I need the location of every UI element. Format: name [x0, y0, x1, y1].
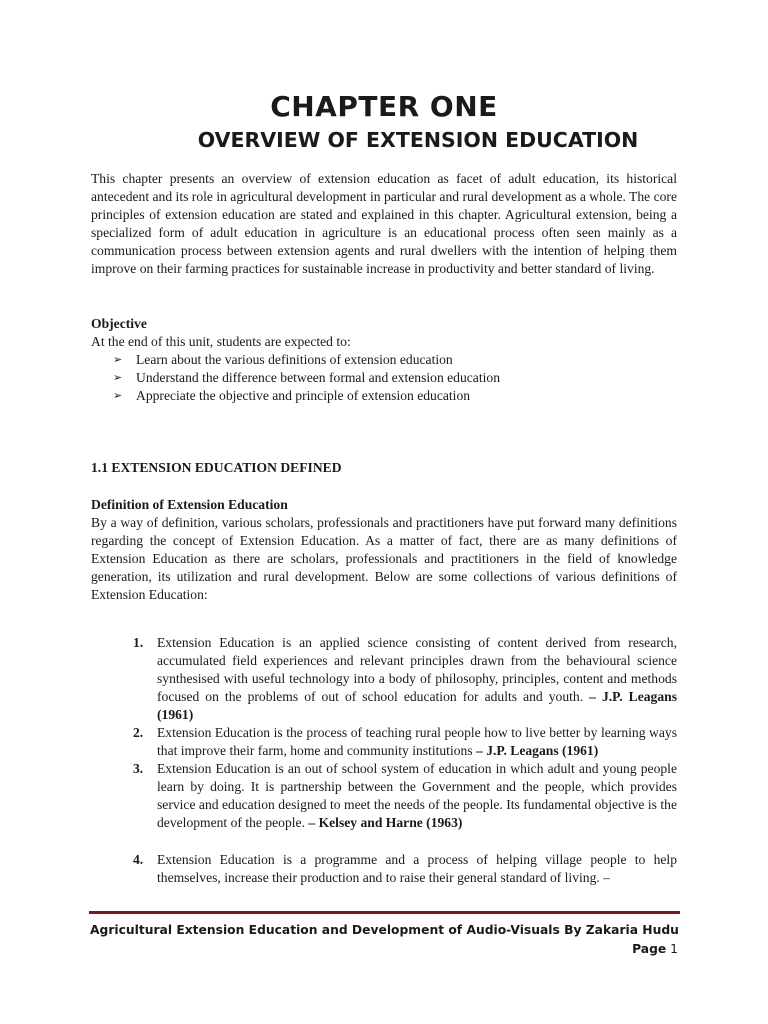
section-heading: 1.1 EXTENSION EDUCATION DEFINED	[91, 460, 342, 475]
definition-citation: – J.P. Leagans (1961)	[157, 689, 677, 722]
definition-number: 4.	[133, 852, 144, 867]
page-label: Page	[632, 942, 667, 956]
definition-item	[91, 724, 677, 760]
arrow-bullet-icon: ➢	[113, 389, 123, 402]
definition-citation: – Kelsey and Harne (1963)	[308, 815, 463, 830]
definition-item	[91, 851, 677, 887]
definition-subheading: Definition of Extension Education	[91, 497, 288, 512]
chapter-subtitle: OVERVIEW OF EXTENSION EDUCATION	[197, 128, 639, 152]
definition-number: 2.	[133, 725, 144, 740]
document-body	[91, 170, 677, 887]
footer-rule	[89, 911, 680, 914]
definition-item	[91, 634, 677, 724]
page-number	[632, 942, 678, 956]
footer-text: Agricultural Extension Education and Development of Audio-Visuals By Zakaria Hudu	[90, 923, 679, 937]
intro-paragraph: This chapter presents an overview of extension education as facet of adult education, its historical antecedent and its role in agricultural development in particular and rural development as a whole. The core principles of extension education are stated and explained in this chapter. Agricultural extension, being a specialized form of adult education in agriculture is an educational process often seen mainly as a communication process between extension agents and rural dwellers with the intention of helping them improve on their farming practices for sustainable increase in productivity and better standard of living.	[91, 171, 677, 276]
objective-lead: At the end of this unit, students are expected to:	[91, 334, 351, 349]
objective-item-text: Learn about the various definitions of extension education	[136, 352, 453, 367]
definition-text: Extension Education is the process of teaching rural people how to live better by learning ways that improve their farm, home and community institutions	[157, 725, 677, 758]
arrow-bullet-icon: ➢	[113, 353, 123, 366]
definition-text: Extension Education is a programme and a process of helping village people to help themselves, increase their production and to raise their general standard of living. –	[157, 852, 677, 885]
definition-number: 3.	[133, 761, 144, 776]
objective-item	[113, 369, 677, 387]
objective-item-text: Understand the difference between formal and extension education	[136, 370, 500, 385]
objective-item	[113, 351, 677, 369]
definition-citation: – J.P. Leagans (1961)	[476, 743, 599, 758]
objective-list	[113, 351, 677, 405]
definition-item	[91, 760, 677, 832]
definition-text: Extension Education is an applied science consisting of content derived from research, accumulated field experiences and relevant principles drawn from the behavioural science synthesised with useful technology into a body of philosophy, principles, content and methods focused on the problems of out of school education for adults and youth.	[157, 635, 677, 704]
page-number-value: 1	[670, 942, 678, 956]
objective-item-text: Appreciate the objective and principle of extension education	[136, 388, 471, 403]
definition-number: 1.	[133, 635, 144, 650]
chapter-title: CHAPTER ONE	[270, 90, 498, 123]
arrow-bullet-icon: ➢	[113, 371, 123, 384]
definition-text: Extension Education is an out of school system of education in which adult and young people learn by doing. It is partnership between the Government and the people, which provides service and education designed to meet the needs of the people. Its fundamental objective is the development of the people.	[157, 761, 677, 830]
objective-item	[113, 387, 677, 405]
definition-intro: By a way of definition, various scholars, professionals and practitioners have put forward many definitions regarding the concept of Extension Education. As a matter of fact, there are as many definitions of Extension Education as there are scholars, professionals and practitioners in the field of knowledge generation, its utilization and rural development. Below are some collections of various definitions of Extension Education:	[91, 515, 677, 602]
definitions-list	[91, 634, 677, 887]
objective-heading: Objective	[91, 316, 147, 331]
